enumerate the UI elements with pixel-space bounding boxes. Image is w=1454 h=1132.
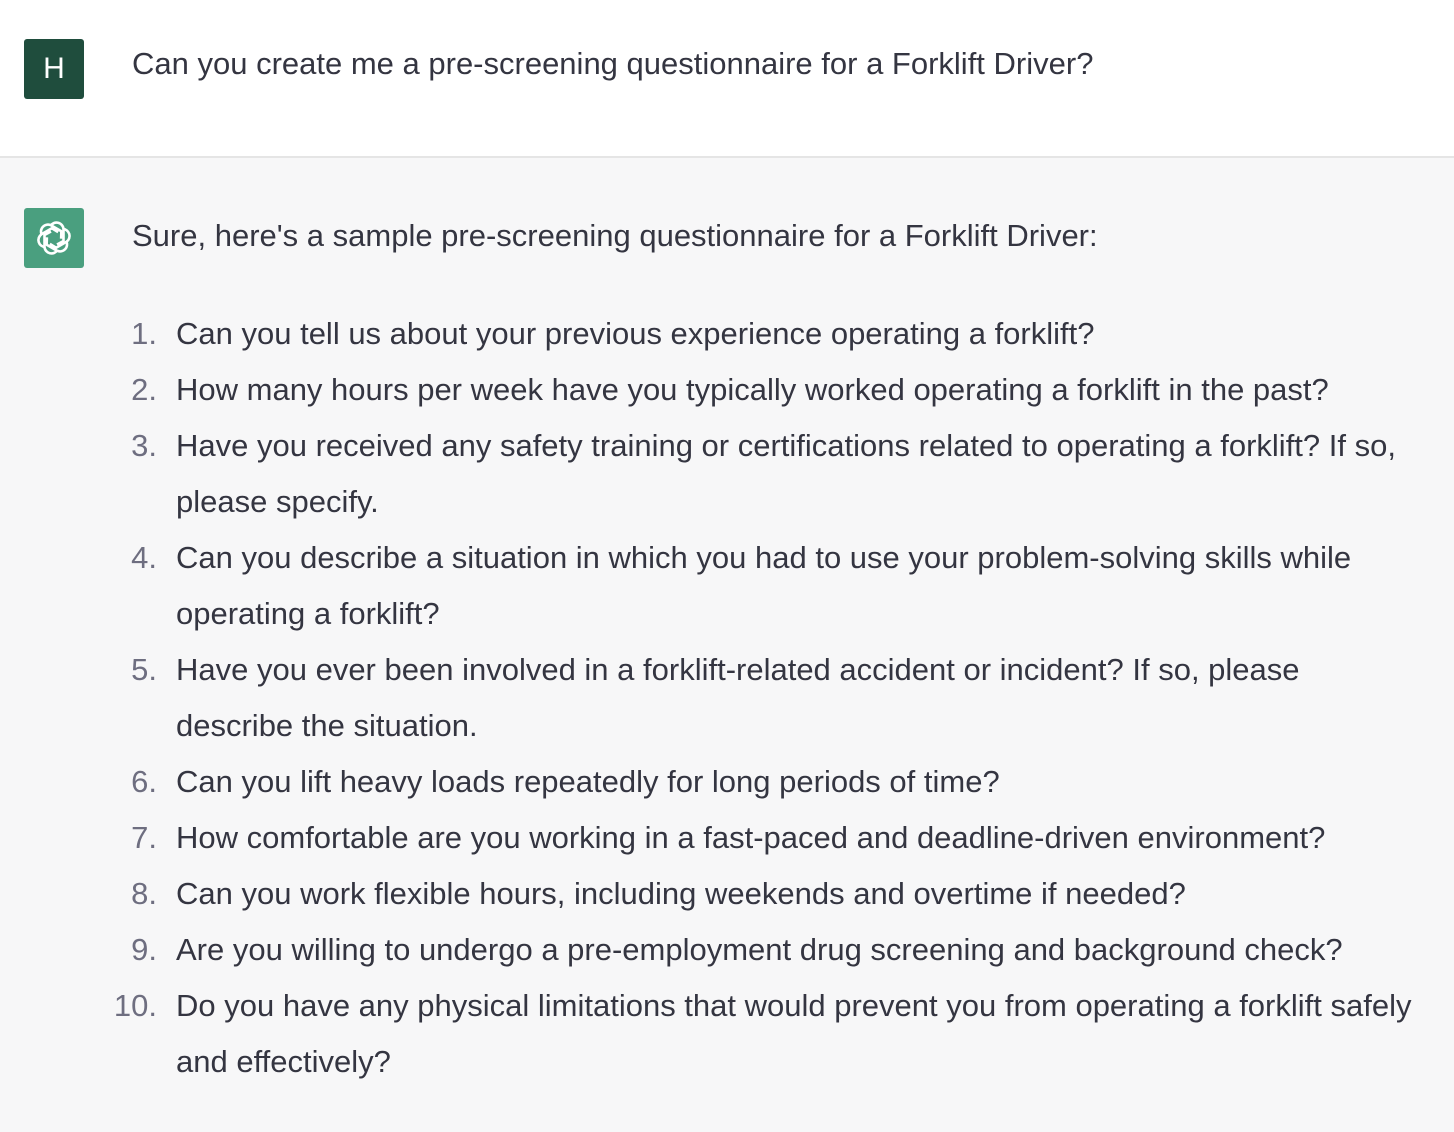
user-message-text: Can you create me a pre-screening questionnaire for a Forklift Driver? bbox=[132, 46, 1094, 81]
questionnaire-list bbox=[0, 306, 1454, 1090]
list-item-number: 7. bbox=[131, 820, 157, 855]
list-item-number: 9. bbox=[131, 932, 157, 967]
list-item-number: 8. bbox=[131, 876, 157, 911]
assistant-message-row bbox=[0, 158, 1454, 1132]
list-item bbox=[0, 418, 1454, 530]
list-item bbox=[0, 642, 1454, 754]
list-item bbox=[0, 922, 1454, 978]
list-item-number: 10. bbox=[113, 988, 157, 1023]
list-item-text: Do you have any physical limitations that would prevent you from operating a forklift safely and effectively? bbox=[176, 988, 1412, 1079]
assistant-intro-text: Sure, here's a sample pre-screening questionnaire for a Forklift Driver: bbox=[132, 218, 1098, 253]
list-item bbox=[0, 810, 1454, 866]
user-avatar: H bbox=[24, 39, 84, 99]
list-item-number: 3. bbox=[131, 428, 157, 463]
list-item-text: How many hours per week have you typically worked operating a forklift in the past? bbox=[176, 372, 1329, 407]
list-item-text: Can you work flexible hours, including weekends and overtime if needed? bbox=[176, 876, 1186, 911]
list-item bbox=[0, 530, 1454, 642]
list-item bbox=[0, 362, 1454, 418]
user-message-row bbox=[0, 0, 1454, 158]
list-item-number: 1. bbox=[131, 316, 157, 351]
list-item-text: Are you willing to undergo a pre-employment drug screening and background check? bbox=[176, 932, 1343, 967]
list-item-number: 6. bbox=[131, 764, 157, 799]
list-item-text: How comfortable are you working in a fast-paced and deadline-driven environment? bbox=[176, 820, 1326, 855]
list-item bbox=[0, 306, 1454, 362]
list-item-text: Can you lift heavy loads repeatedly for long periods of time? bbox=[176, 764, 1000, 799]
list-item-text: Can you tell us about your previous experience operating a forklift? bbox=[176, 316, 1095, 351]
list-item bbox=[0, 978, 1454, 1090]
list-item-text: Can you describe a situation in which you had to use your problem-solving skills while operating a forklift? bbox=[176, 540, 1352, 631]
list-item-number: 2. bbox=[131, 372, 157, 407]
list-item-text: Have you received any safety training or certifications related to operating a forklift? If so, please specify. bbox=[176, 428, 1396, 519]
list-item-text: Have you ever been involved in a forklift-related accident or incident? If so, please describe the situation. bbox=[176, 652, 1300, 743]
list-item bbox=[0, 754, 1454, 810]
list-item-number: 5. bbox=[131, 652, 157, 687]
list-item-number: 4. bbox=[131, 540, 157, 575]
list-item bbox=[0, 866, 1454, 922]
openai-logo-icon bbox=[24, 208, 84, 268]
